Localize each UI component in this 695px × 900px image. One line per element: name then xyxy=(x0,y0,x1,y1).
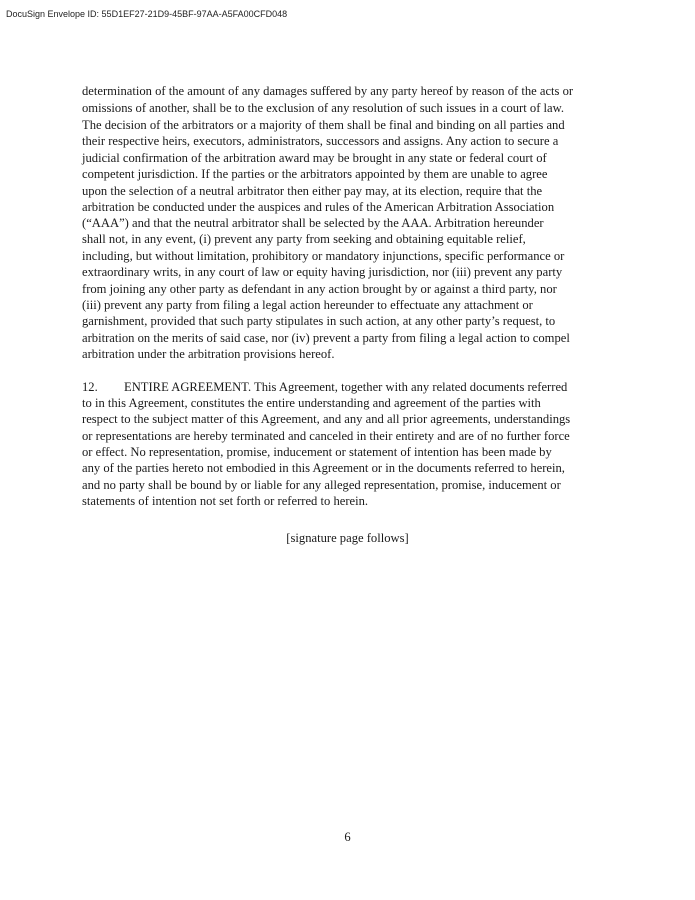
text-line: respect to the subject matter of this Agreement, and any and all prior agreements, understandings xyxy=(82,412,571,426)
text-line: shall not, in any event, (i) prevent any party from seeking and obtaining equitable relief, xyxy=(82,232,526,246)
page-number: 6 xyxy=(344,830,351,844)
text-line: judicial confirmation of the arbitration award may be brought in any state or federal court of xyxy=(82,151,547,165)
text-line: upon the selection of a neutral arbitrator then either pay may, at its election, require that the xyxy=(82,184,543,198)
text-line: determination of the amount of any damages suffered by any party hereof by reason of the acts or xyxy=(82,84,574,98)
text-line: or representations are hereby terminated and canceled in their entirety and are of no further force xyxy=(82,429,570,443)
text-line: their respective heirs, executors, administrators, successors and assigns. Any action to secure a xyxy=(82,134,559,148)
envelope-id: DocuSign Envelope ID: 55D1EF27-21D9-45BF-97AA-A5FA00CFD048 xyxy=(6,9,288,19)
text-line: and no party shall be bound by or liable for any alleged representation, promise, inducement or xyxy=(82,478,561,492)
text-line: any of the parties hereto not embodied in this Agreement or in the documents referred to herein, xyxy=(82,461,565,475)
text-line: to in this Agreement, constitutes the entire understanding and agreement of the parties with xyxy=(82,396,541,410)
text-line: including, but without limitation, prohibitory or mandatory injunctions, specific performance or xyxy=(82,249,565,263)
text-line: arbitration on the merits of said case, nor (iv) prevent a party from filing a legal action to compel xyxy=(82,331,570,345)
text-line: (iii) prevent any party from filing a legal action hereunder to effectuate any attachment or xyxy=(82,298,533,312)
section-number: 12. xyxy=(82,380,98,394)
text-line: omissions of another, shall be to the exclusion of any resolution of such issues in a court of law. xyxy=(82,101,565,115)
text-line: (“AAA”) and that the neutral arbitrator shall be selected by the AAA. Arbitration hereunder xyxy=(82,216,544,230)
section-first-line: ENTIRE AGREEMENT. This Agreement, together with any related documents referred xyxy=(124,380,568,394)
signature-note: [signature page follows] xyxy=(286,531,409,545)
text-line: arbitration under the arbitration provisions hereof. xyxy=(82,347,335,361)
text-line: competent jurisdiction. If the parties or the arbitrators appointed by them are unable to agree xyxy=(82,167,548,181)
text-line: The decision of the arbitrators or a majority of them shall be final and binding on all parties and xyxy=(82,118,565,132)
text-line: from joining any other party as defendant in any action brought by or against a third party, nor xyxy=(82,282,557,296)
text-line: extraordinary writs, in any court of law or equity having jurisdiction, nor (iii) prevent any party xyxy=(82,265,563,279)
text-line: or effect. No representation, promise, inducement or statement of intention has been made by xyxy=(82,445,552,459)
text-line: garnishment, provided that such party stipulates in such action, at any other party’s request, to xyxy=(82,314,556,328)
section-heading-line xyxy=(82,381,567,394)
text-line: statements of intention not set forth or referred to herein. xyxy=(82,494,369,508)
text-line: arbitration be conducted under the auspices and rules of the American Arbitration Association xyxy=(82,200,555,214)
